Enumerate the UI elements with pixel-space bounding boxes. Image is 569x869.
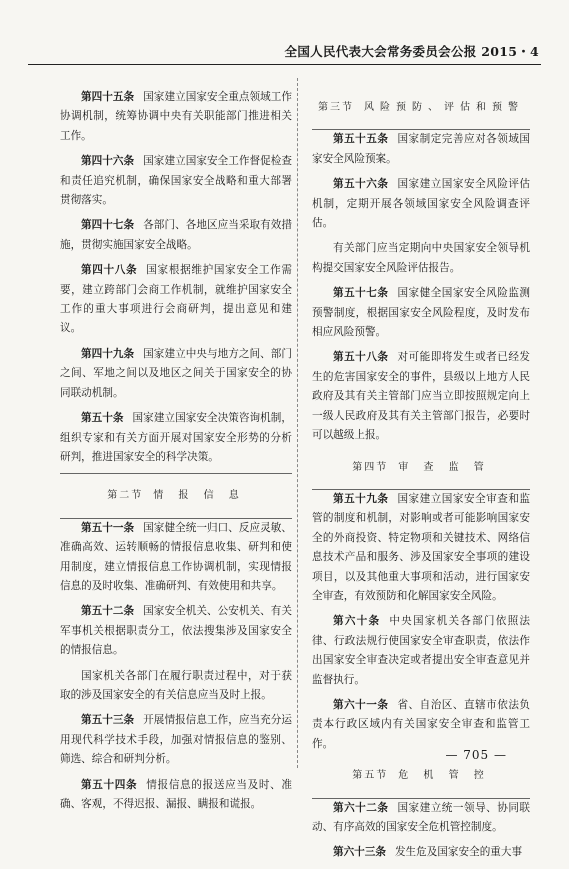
article-paragraph (60, 345, 292, 403)
section-heading (312, 458, 530, 490)
journal-header (28, 40, 541, 65)
article-text: 国家建立中央与地方之间、部门之间、军地之间以及地区之间关于国家安全的协同联动机制。 (60, 347, 293, 399)
article-paragraph (312, 799, 530, 838)
article-number: 第六十二条 (333, 801, 389, 814)
article-text: 中央国家机关各部门依照法律、行政法规行使国家安全审查职责，依法作出国家安全审查决定或者提出安全审查意见并监督执行。 (312, 615, 531, 686)
article-number: 第五十条 (81, 412, 124, 425)
article-number: 第五十一条 (81, 521, 135, 534)
article-number: 第五十八条 (333, 351, 389, 364)
article-paragraph (60, 602, 292, 660)
article-text: 国家机关各部门在履行职责过程中，对于获取的涉及国家安全的有关信息应当及时上报。 (60, 669, 292, 701)
article-number: 第五十九条 (333, 492, 389, 505)
article-text: 开展情报信息工作，应当充分运用现代科学技术手段，加强对情报信息的鉴别、筛选、综合和研判分析。 (60, 714, 293, 766)
article-number: 第四十八条 (81, 264, 138, 277)
section-title (312, 766, 530, 785)
section-number: 第三节 (318, 102, 354, 113)
article-text: 有关部门应当定期向中央国家安全领导机构提交国家安全风险评估报告。 (312, 242, 530, 274)
article-text: 国家制定完善应对各领域国家安全风险预案。 (312, 133, 531, 165)
section-number: 第五节 (352, 770, 389, 782)
section-number: 第四节 (352, 461, 389, 473)
article-text: 国家根据维护国家安全工作需要，建立跨部门会商工作机制，就维护国家安全工作的重大事项进行会商研判，提出意见和建议。 (60, 264, 292, 335)
article-paragraph (312, 612, 530, 690)
article-paragraph (60, 776, 292, 815)
journal-title: 全国人民代表大会常务委员会公报 2015・4 (284, 44, 539, 59)
article-paragraph (60, 261, 292, 339)
article-paragraph (60, 519, 292, 597)
article-text: 国家建立国家安全决策咨询机制，组织专家和有关方面开展对国家安全形势的分析研判，推进国家安全的科学决策。 (60, 412, 293, 463)
article-text: 国家建立国家安全风险评估机制，定期开展各领域国家安全风险调查评估。 (312, 178, 531, 230)
article-number: 第四十七条 (81, 219, 135, 232)
section-name: 风险预防、评估和预警 (364, 102, 524, 113)
article-paragraph (312, 696, 530, 754)
article-text: 对可能即将发生或者已经发生的危害国家安全的事件，县级以上地方人民政府及其有关主管部门应当立即按照规定向上一级人民政府及其有关主管部门报告，必要时可以越级上报。 (312, 351, 531, 442)
article-text: 发生危及国家安全的重大事 (394, 846, 523, 859)
article-paragraph (60, 409, 292, 467)
section-rule (60, 473, 292, 474)
article-number: 第五十六条 (333, 178, 389, 191)
paragraph (60, 667, 292, 706)
article-paragraph (60, 216, 292, 255)
article-text: 国家健全统一归口、反应灵敏、准确高效、运转顺畅的情报信息收集、研判和使用制度，建立情报信息工作协调机制，实现情报信息的及时收集、准确研判、有效使用和共享。 (60, 521, 293, 592)
article-paragraph (312, 175, 530, 233)
article-number: 第五十七条 (333, 287, 389, 300)
page-number: — 705 — (445, 748, 507, 762)
article-text: 各部门、各地区应当采取有效措施，贯彻实施国家安全战略。 (60, 219, 293, 251)
article-text: 情报信息的报送应当及时、准确、客观，不得迟报、漏报、瞒报和谎报。 (60, 778, 292, 810)
article-paragraph (312, 284, 530, 342)
article-paragraph (312, 348, 530, 445)
article-text: 国家建立国家安全工作督促检查和责任追究机制，确保国家安全战略和重大部署贯彻落实。 (60, 155, 293, 207)
article-text: 省、自治区、直辖市依法负责本行政区域内有关国家安全审查和监管工作。 (312, 698, 531, 750)
section-heading (312, 766, 530, 798)
article-paragraph (60, 711, 292, 769)
article-paragraph (312, 843, 530, 862)
article-paragraph (312, 490, 530, 606)
column-divider (297, 78, 298, 768)
article-text: 国家建立国家安全重点领域工作协调机制，统筹协调中央有关职能部门推进相关工作。 (60, 91, 293, 142)
section-title (60, 486, 292, 505)
paragraph (312, 239, 530, 278)
article-paragraph (60, 152, 292, 210)
article-number: 第五十四条 (81, 778, 138, 791)
article-paragraph (312, 130, 530, 169)
left-column (60, 88, 292, 820)
section-name: 危 机 管 控 (398, 770, 490, 782)
article-paragraph (60, 88, 292, 146)
article-number: 第四十五条 (81, 91, 135, 103)
section-number: 第二节 (107, 490, 144, 502)
section-heading (60, 473, 292, 518)
article-number: 第六十一条 (333, 698, 389, 711)
section-name: 审 查 监 管 (398, 461, 490, 473)
article-text: 国家建立统一领导、协同联动、有序高效的国家安全危机管控制度。 (312, 801, 531, 833)
article-number: 第六十三条 (333, 846, 386, 859)
article-number: 第五十二条 (81, 605, 135, 618)
section-heading (312, 98, 530, 130)
article-number: 第五十五条 (333, 133, 389, 146)
article-text: 国家安全机关、公安机关、有关军事机关根据职责分工，依法搜集涉及国家安全的情报信息。 (60, 605, 293, 657)
section-title (312, 458, 530, 477)
article-number: 第五十三条 (81, 714, 135, 727)
article-number: 第四十九条 (81, 347, 135, 360)
section-name: 情 报 信 息 (153, 490, 245, 502)
article-text: 国家建立国家安全审查和监管的制度和机制，对影响或者可能影响国家安全的外商投资、特定物项和关键技术、网络信息技术产品和服务、涉及国家安全事项的建设项目，以及其他重大事项和活动，进行国家安全审查，有效预防和化解国家安全风险。 (312, 492, 531, 602)
article-number: 第四十六条 (81, 155, 135, 168)
section-title (312, 98, 530, 117)
article-text: 国家健全国家安全风险监测预警制度，根据国家安全风险程度，及时发布相应风险预警。 (312, 287, 531, 339)
article-number: 第六十条 (333, 615, 381, 628)
